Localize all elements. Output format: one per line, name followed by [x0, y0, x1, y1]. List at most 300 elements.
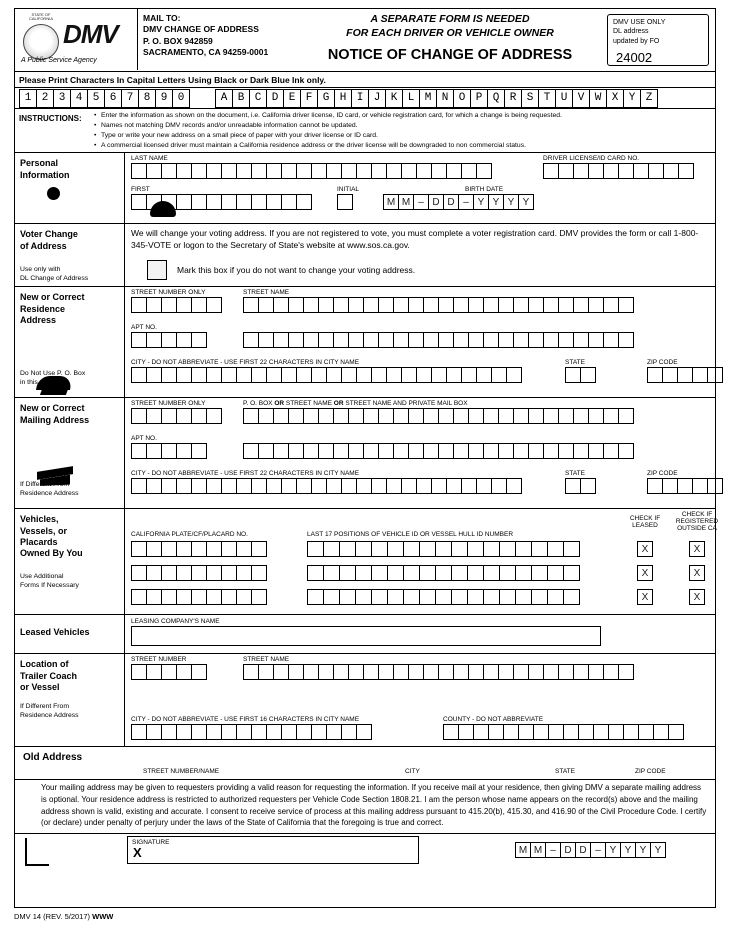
char-cell[interactable]: –	[458, 194, 474, 210]
char-cell[interactable]	[393, 443, 409, 459]
char-cell[interactable]	[378, 443, 394, 459]
char-cell[interactable]	[558, 664, 574, 680]
char-cell[interactable]	[393, 297, 409, 313]
char-cell[interactable]	[339, 565, 356, 581]
char-cell[interactable]: D	[443, 194, 459, 210]
char-cell[interactable]	[387, 541, 404, 557]
char-cell[interactable]	[563, 724, 579, 740]
char-cell[interactable]	[515, 541, 532, 557]
char-cell[interactable]	[281, 478, 297, 494]
char-cell[interactable]	[363, 443, 379, 459]
char-cell[interactable]	[176, 443, 192, 459]
char-cell[interactable]	[451, 541, 468, 557]
char-cell[interactable]	[131, 541, 147, 557]
char-cell[interactable]	[206, 478, 222, 494]
char-cell[interactable]	[281, 194, 297, 210]
char-cell[interactable]	[221, 478, 237, 494]
char-cell[interactable]	[506, 367, 522, 383]
char-cell[interactable]	[221, 194, 237, 210]
char-cell[interactable]	[513, 664, 529, 680]
char-cell[interactable]	[258, 408, 274, 424]
char-cell[interactable]: Y	[518, 194, 534, 210]
char-cell[interactable]	[161, 724, 177, 740]
char-cell[interactable]	[531, 565, 548, 581]
char-cell[interactable]	[543, 332, 559, 348]
char-cell[interactable]	[221, 589, 237, 605]
char-cell[interactable]	[663, 163, 679, 179]
residence-apt-input[interactable]	[131, 332, 206, 348]
char-cell[interactable]	[488, 724, 504, 740]
char-cell[interactable]	[453, 332, 469, 348]
char-cell[interactable]	[146, 565, 162, 581]
char-cell[interactable]	[236, 194, 252, 210]
char-cell[interactable]	[339, 541, 356, 557]
char-cell[interactable]	[176, 194, 192, 210]
char-cell[interactable]	[461, 367, 477, 383]
char-cell[interactable]	[588, 443, 604, 459]
char-cell[interactable]	[668, 724, 684, 740]
plate-input[interactable]	[131, 541, 266, 557]
char-cell[interactable]	[387, 565, 404, 581]
char-cell[interactable]	[318, 443, 334, 459]
char-cell[interactable]	[176, 297, 192, 313]
char-cell[interactable]	[468, 664, 484, 680]
char-cell[interactable]	[191, 478, 207, 494]
char-cell[interactable]	[221, 163, 237, 179]
char-cell[interactable]	[423, 332, 439, 348]
char-cell[interactable]	[593, 724, 609, 740]
char-cell[interactable]	[707, 478, 723, 494]
char-cell[interactable]	[528, 332, 544, 348]
char-cell[interactable]	[243, 297, 259, 313]
mailing-street-number-input[interactable]	[131, 408, 221, 424]
char-cell[interactable]	[461, 163, 477, 179]
char-cell[interactable]	[146, 367, 162, 383]
trailer-city-input[interactable]	[131, 724, 371, 740]
char-cell[interactable]	[266, 163, 282, 179]
char-cell[interactable]	[161, 408, 177, 424]
char-cell[interactable]	[191, 408, 207, 424]
mailing-apt-input[interactable]	[131, 443, 206, 459]
char-cell[interactable]	[323, 541, 340, 557]
char-cell[interactable]	[146, 664, 162, 680]
char-cell[interactable]	[558, 332, 574, 348]
char-cell[interactable]	[206, 724, 222, 740]
trailer-street-name-input[interactable]	[243, 664, 633, 680]
char-cell[interactable]	[161, 478, 177, 494]
mailing-street-name-input-2[interactable]	[243, 443, 633, 459]
char-cell[interactable]	[563, 565, 580, 581]
char-cell[interactable]	[446, 163, 462, 179]
char-cell[interactable]	[677, 367, 693, 383]
char-cell[interactable]	[573, 332, 589, 348]
char-cell[interactable]	[326, 478, 342, 494]
char-cell[interactable]	[461, 478, 477, 494]
char-cell[interactable]	[266, 478, 282, 494]
char-cell[interactable]	[468, 443, 484, 459]
char-cell[interactable]	[355, 589, 372, 605]
char-cell[interactable]	[371, 478, 387, 494]
char-cell[interactable]	[326, 367, 342, 383]
char-cell[interactable]	[356, 478, 372, 494]
char-cell[interactable]	[438, 297, 454, 313]
char-cell[interactable]	[378, 297, 394, 313]
char-cell[interactable]	[191, 194, 207, 210]
char-cell[interactable]	[161, 565, 177, 581]
char-cell[interactable]: Y	[620, 842, 636, 858]
char-cell[interactable]	[363, 408, 379, 424]
char-cell[interactable]	[273, 443, 289, 459]
char-cell[interactable]	[548, 724, 564, 740]
char-cell[interactable]	[176, 163, 192, 179]
char-cell[interactable]	[563, 589, 580, 605]
voter-optout-checkbox[interactable]	[147, 260, 167, 280]
char-cell[interactable]	[387, 589, 404, 605]
char-cell[interactable]	[161, 589, 177, 605]
char-cell[interactable]	[547, 589, 564, 605]
char-cell[interactable]	[558, 443, 574, 459]
residence-city-input[interactable]	[131, 367, 521, 383]
char-cell[interactable]	[451, 565, 468, 581]
char-cell[interactable]	[476, 367, 492, 383]
char-cell[interactable]	[146, 724, 162, 740]
residence-zip-input[interactable]	[647, 367, 722, 383]
char-cell[interactable]	[131, 163, 147, 179]
char-cell[interactable]	[318, 297, 334, 313]
char-cell[interactable]	[176, 478, 192, 494]
char-cell[interactable]	[543, 664, 559, 680]
char-cell[interactable]: –	[413, 194, 429, 210]
char-cell[interactable]	[191, 332, 207, 348]
char-cell[interactable]	[288, 297, 304, 313]
char-cell[interactable]	[416, 478, 432, 494]
char-cell[interactable]	[266, 367, 282, 383]
char-cell[interactable]	[191, 541, 207, 557]
char-cell[interactable]	[438, 332, 454, 348]
char-cell[interactable]	[341, 478, 357, 494]
char-cell[interactable]	[565, 478, 581, 494]
char-cell[interactable]	[206, 297, 222, 313]
last-name-input[interactable]	[131, 163, 491, 179]
char-cell[interactable]	[408, 443, 424, 459]
char-cell[interactable]	[371, 589, 388, 605]
char-cell[interactable]	[303, 297, 319, 313]
char-cell[interactable]	[131, 478, 147, 494]
char-cell[interactable]	[323, 589, 340, 605]
char-cell[interactable]	[423, 443, 439, 459]
char-cell[interactable]	[528, 408, 544, 424]
char-cell[interactable]	[515, 565, 532, 581]
mailing-city-input[interactable]	[131, 478, 521, 494]
char-cell[interactable]	[473, 724, 489, 740]
leased-checkbox[interactable]: X	[637, 541, 653, 557]
char-cell[interactable]	[371, 541, 388, 557]
char-cell[interactable]	[588, 408, 604, 424]
char-cell[interactable]	[191, 297, 207, 313]
char-cell[interactable]	[513, 332, 529, 348]
char-cell[interactable]	[296, 724, 312, 740]
char-cell[interactable]	[662, 367, 678, 383]
char-cell[interactable]	[363, 664, 379, 680]
char-cell[interactable]	[356, 724, 372, 740]
char-cell[interactable]	[371, 565, 388, 581]
char-cell[interactable]	[443, 724, 459, 740]
char-cell[interactable]	[348, 443, 364, 459]
char-cell[interactable]	[446, 367, 462, 383]
char-cell[interactable]	[307, 589, 324, 605]
char-cell[interactable]	[431, 163, 447, 179]
char-cell[interactable]	[191, 724, 207, 740]
char-cell[interactable]	[580, 367, 596, 383]
char-cell[interactable]	[503, 724, 519, 740]
char-cell[interactable]	[573, 163, 589, 179]
char-cell[interactable]	[483, 664, 499, 680]
char-cell[interactable]	[386, 478, 402, 494]
char-cell[interactable]	[408, 332, 424, 348]
char-cell[interactable]: M	[383, 194, 399, 210]
char-cell[interactable]	[146, 194, 162, 210]
char-cell[interactable]: –	[545, 842, 561, 858]
char-cell[interactable]	[543, 297, 559, 313]
char-cell[interactable]	[318, 408, 334, 424]
dl-number-input[interactable]	[543, 163, 693, 179]
char-cell[interactable]	[296, 478, 312, 494]
char-cell[interactable]	[371, 367, 387, 383]
char-cell[interactable]	[341, 163, 357, 179]
char-cell[interactable]	[288, 332, 304, 348]
char-cell[interactable]	[311, 163, 327, 179]
char-cell[interactable]	[318, 332, 334, 348]
char-cell[interactable]	[467, 565, 484, 581]
char-cell[interactable]	[588, 332, 604, 348]
char-cell[interactable]	[483, 565, 500, 581]
char-cell[interactable]	[206, 194, 222, 210]
outside-ca-checkbox[interactable]: X	[689, 589, 705, 605]
char-cell[interactable]	[393, 408, 409, 424]
char-cell[interactable]	[236, 163, 252, 179]
char-cell[interactable]	[176, 565, 192, 581]
char-cell[interactable]	[438, 408, 454, 424]
char-cell[interactable]: Y	[605, 842, 621, 858]
char-cell[interactable]	[401, 163, 417, 179]
char-cell[interactable]	[513, 408, 529, 424]
char-cell[interactable]	[386, 163, 402, 179]
char-cell[interactable]	[608, 724, 624, 740]
char-cell[interactable]: Y	[488, 194, 504, 210]
char-cell[interactable]	[191, 664, 207, 680]
char-cell[interactable]	[483, 443, 499, 459]
char-cell[interactable]	[531, 541, 548, 557]
char-cell[interactable]	[206, 541, 222, 557]
char-cell[interactable]	[408, 297, 424, 313]
char-cell[interactable]	[518, 724, 534, 740]
char-cell[interactable]	[258, 443, 274, 459]
leasing-company-input[interactable]	[131, 626, 601, 646]
char-cell[interactable]	[221, 565, 237, 581]
char-cell[interactable]	[416, 163, 432, 179]
char-cell[interactable]	[281, 724, 297, 740]
char-cell[interactable]	[603, 332, 619, 348]
char-cell[interactable]	[281, 163, 297, 179]
char-cell[interactable]	[588, 297, 604, 313]
birth-date-input[interactable]	[383, 194, 533, 210]
char-cell[interactable]	[348, 664, 364, 680]
char-cell[interactable]	[603, 297, 619, 313]
char-cell[interactable]	[692, 367, 708, 383]
char-cell[interactable]	[337, 194, 353, 210]
char-cell[interactable]	[191, 367, 207, 383]
char-cell[interactable]	[243, 664, 259, 680]
char-cell[interactable]	[453, 443, 469, 459]
char-cell[interactable]	[499, 589, 516, 605]
char-cell[interactable]	[161, 194, 177, 210]
char-cell[interactable]	[423, 408, 439, 424]
char-cell[interactable]	[491, 367, 507, 383]
char-cell[interactable]	[161, 297, 177, 313]
char-cell[interactable]	[547, 565, 564, 581]
char-cell[interactable]	[221, 724, 237, 740]
char-cell[interactable]	[446, 478, 462, 494]
char-cell[interactable]	[206, 408, 222, 424]
char-cell[interactable]	[565, 367, 581, 383]
plate-input[interactable]	[131, 565, 266, 581]
char-cell[interactable]	[435, 541, 452, 557]
char-cell[interactable]	[303, 332, 319, 348]
char-cell[interactable]	[326, 163, 342, 179]
char-cell[interactable]	[318, 664, 334, 680]
char-cell[interactable]	[547, 541, 564, 557]
char-cell[interactable]	[543, 163, 559, 179]
char-cell[interactable]	[386, 367, 402, 383]
char-cell[interactable]	[206, 565, 222, 581]
char-cell[interactable]	[618, 297, 634, 313]
signature-date-input[interactable]	[515, 842, 665, 858]
char-cell[interactable]	[531, 589, 548, 605]
char-cell[interactable]	[533, 724, 549, 740]
char-cell[interactable]	[356, 163, 372, 179]
char-cell[interactable]: –	[590, 842, 606, 858]
char-cell[interactable]	[348, 408, 364, 424]
char-cell[interactable]	[131, 589, 147, 605]
char-cell[interactable]	[251, 163, 267, 179]
vin-input[interactable]	[307, 565, 579, 581]
char-cell[interactable]	[467, 541, 484, 557]
char-cell[interactable]	[258, 332, 274, 348]
char-cell[interactable]	[288, 408, 304, 424]
char-cell[interactable]	[378, 664, 394, 680]
residence-street-name-input[interactable]	[243, 297, 633, 313]
char-cell[interactable]	[206, 367, 222, 383]
char-cell[interactable]	[476, 163, 492, 179]
char-cell[interactable]	[588, 664, 604, 680]
char-cell[interactable]	[653, 724, 669, 740]
char-cell[interactable]	[419, 565, 436, 581]
char-cell[interactable]	[528, 664, 544, 680]
char-cell[interactable]	[401, 478, 417, 494]
char-cell[interactable]	[378, 408, 394, 424]
char-cell[interactable]	[603, 408, 619, 424]
char-cell[interactable]	[131, 443, 147, 459]
char-cell[interactable]	[146, 297, 162, 313]
char-cell[interactable]	[453, 664, 469, 680]
char-cell[interactable]	[131, 297, 147, 313]
char-cell[interactable]	[438, 664, 454, 680]
char-cell[interactable]	[573, 443, 589, 459]
char-cell[interactable]	[423, 297, 439, 313]
mailing-street-name-input[interactable]	[243, 408, 633, 424]
char-cell[interactable]	[146, 408, 162, 424]
char-cell[interactable]	[491, 478, 507, 494]
char-cell[interactable]	[333, 664, 349, 680]
char-cell[interactable]	[258, 297, 274, 313]
char-cell[interactable]	[513, 443, 529, 459]
char-cell[interactable]	[393, 332, 409, 348]
char-cell[interactable]	[483, 589, 500, 605]
char-cell[interactable]	[543, 408, 559, 424]
char-cell[interactable]	[341, 724, 357, 740]
char-cell[interactable]	[431, 367, 447, 383]
char-cell[interactable]	[468, 297, 484, 313]
char-cell[interactable]	[348, 332, 364, 348]
char-cell[interactable]	[311, 367, 327, 383]
char-cell[interactable]	[251, 724, 267, 740]
char-cell[interactable]	[341, 367, 357, 383]
vin-input[interactable]	[307, 589, 579, 605]
char-cell[interactable]: D	[560, 842, 576, 858]
residence-state-input[interactable]	[565, 367, 595, 383]
char-cell[interactable]	[311, 724, 327, 740]
char-cell[interactable]	[251, 367, 267, 383]
char-cell[interactable]	[323, 565, 340, 581]
char-cell[interactable]	[176, 541, 192, 557]
char-cell[interactable]	[573, 297, 589, 313]
char-cell[interactable]	[573, 408, 589, 424]
char-cell[interactable]	[303, 443, 319, 459]
char-cell[interactable]	[131, 367, 147, 383]
char-cell[interactable]	[243, 443, 259, 459]
char-cell[interactable]	[326, 724, 342, 740]
char-cell[interactable]	[251, 478, 267, 494]
char-cell[interactable]	[403, 589, 420, 605]
char-cell[interactable]	[453, 297, 469, 313]
char-cell[interactable]	[647, 367, 663, 383]
char-cell[interactable]	[191, 589, 207, 605]
char-cell[interactable]	[416, 367, 432, 383]
char-cell[interactable]	[296, 194, 312, 210]
initial-input[interactable]	[337, 194, 352, 210]
first-name-input[interactable]	[131, 194, 311, 210]
char-cell[interactable]	[498, 664, 514, 680]
char-cell[interactable]	[146, 589, 162, 605]
char-cell[interactable]	[243, 332, 259, 348]
char-cell[interactable]	[618, 443, 634, 459]
char-cell[interactable]	[468, 408, 484, 424]
char-cell[interactable]	[251, 194, 267, 210]
char-cell[interactable]	[176, 589, 192, 605]
char-cell[interactable]	[438, 443, 454, 459]
char-cell[interactable]	[403, 565, 420, 581]
char-cell[interactable]: Y	[503, 194, 519, 210]
char-cell[interactable]	[146, 332, 162, 348]
char-cell[interactable]	[419, 589, 436, 605]
char-cell[interactable]	[483, 332, 499, 348]
char-cell[interactable]	[307, 541, 324, 557]
char-cell[interactable]	[498, 332, 514, 348]
char-cell[interactable]	[221, 541, 237, 557]
char-cell[interactable]	[476, 478, 492, 494]
char-cell[interactable]	[513, 297, 529, 313]
char-cell[interactable]	[161, 541, 177, 557]
